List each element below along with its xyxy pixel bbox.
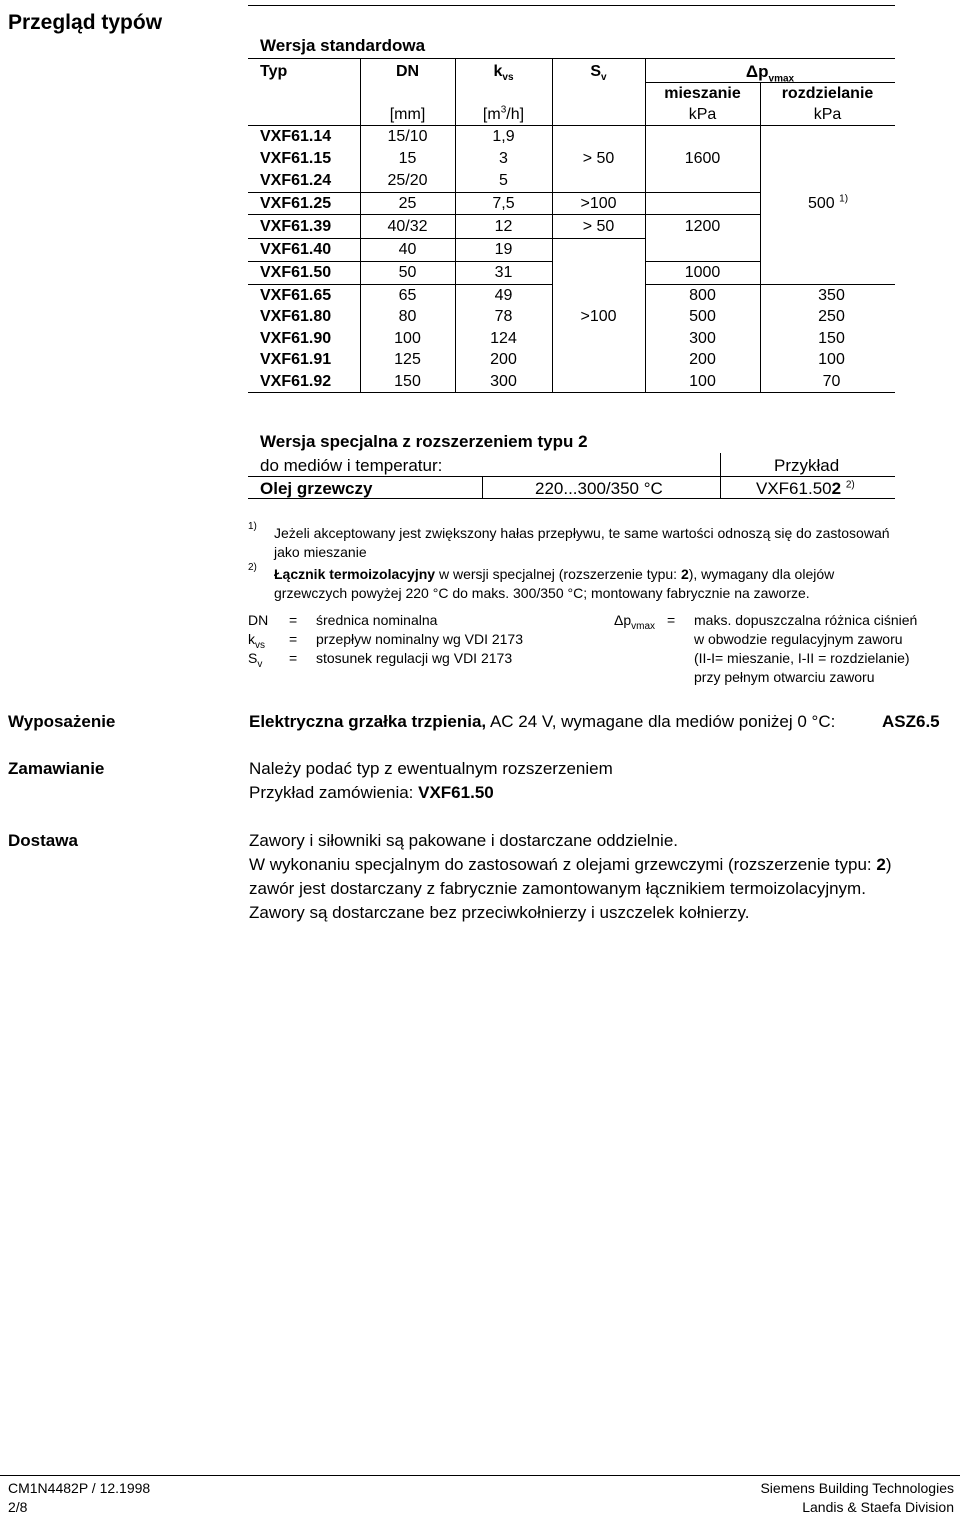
- header-bottom-rule: [248, 125, 895, 126]
- unit-kvs-pre: [m: [482, 106, 501, 123]
- special-version-subtitle: do mediów i temperatur:: [260, 456, 443, 475]
- header-kvs: [455, 61, 552, 83]
- legend-dn-symbol: DN: [248, 612, 269, 628]
- kvs-cell: 19: [494, 241, 513, 258]
- dn-cell: 15: [398, 150, 417, 167]
- delivery-line-1: Zawory i siłowniki są pakowane i dostarczane oddzielnie.: [249, 831, 678, 850]
- mix-group-rule: [645, 214, 760, 215]
- row-rule: [248, 238, 552, 239]
- legend-dp-symbol: [614, 611, 655, 630]
- equipment-bold: Elektryczna grzałka trzpienia,: [249, 712, 487, 731]
- row-rule: [248, 284, 552, 285]
- kvs-cell: 7,5: [492, 195, 515, 212]
- row-rule: [248, 192, 552, 193]
- kvs-cell: 12: [494, 218, 513, 235]
- dist-cell: 100: [818, 351, 845, 368]
- special-temperature: 220...300/350 °C: [535, 479, 663, 498]
- type-cell: VXF61.39: [260, 218, 332, 235]
- legend-equals: =: [667, 612, 676, 628]
- kvs-cell: 300: [490, 373, 517, 390]
- footnote-2-text: w wersji specjalnej (rozszerzenie typu:: [435, 566, 681, 582]
- type-cell: VXF61.40: [260, 241, 332, 258]
- footnote-2-ext: 2: [680, 566, 689, 582]
- delivery-line-2-text: W wykonaniu specjalnym do zastosowań z olejami grzewczymi (rozszerzenie typu:: [249, 855, 877, 874]
- dn-cell: 125: [394, 351, 421, 368]
- unit-dist: kPa: [813, 106, 842, 123]
- legend-kvs-sub: vs: [255, 639, 265, 651]
- unit-dn: [mm]: [389, 106, 426, 123]
- header-dp-sub: vmax: [768, 73, 795, 85]
- dist-cell: 250: [818, 308, 845, 325]
- kvs-cell: 49: [494, 287, 513, 304]
- kvs-cell: 31: [494, 264, 513, 281]
- footnote-1-line-2: jako mieszanie: [274, 544, 367, 560]
- delivery-line-2: [249, 853, 892, 877]
- unit-kvs-post: /h]: [506, 106, 525, 123]
- legend-sv-sub: v: [257, 658, 263, 670]
- mix-cell: 100: [689, 373, 716, 390]
- type-cell: VXF61.15: [260, 150, 332, 167]
- type-cell: VXF61.92: [260, 373, 332, 390]
- footer-company: Siemens Building Technologies: [760, 1480, 954, 1496]
- ordering-label: Zamawianie: [8, 759, 105, 778]
- dist-cell: 350: [818, 287, 845, 304]
- header-distributing: rozdzielanie: [781, 85, 874, 102]
- kvs-cell: 1,9: [492, 128, 515, 145]
- dn-cell: 25/20: [387, 172, 428, 189]
- type-cell: VXF61.25: [260, 195, 332, 212]
- legend-sv-main: S: [248, 650, 258, 666]
- unit-kvs-sup: 3: [500, 104, 507, 116]
- row-rule: [248, 261, 552, 262]
- special-row-label: Olej grzewczy: [260, 479, 373, 498]
- legend-dp-desc-1: maks. dopuszczalna różnica ciśnień: [694, 612, 918, 628]
- kvs-cell: 3: [499, 150, 508, 167]
- legend-dn-desc: średnica nominalna: [316, 612, 438, 628]
- table-header-rule: [248, 58, 895, 59]
- dn-cell: 80: [398, 308, 417, 325]
- footnote-1-mark: 1): [248, 521, 257, 532]
- dn-cell: 40/32: [387, 218, 428, 235]
- mix-group-rule: [645, 192, 760, 193]
- dist-cell: 70: [822, 373, 841, 390]
- mix-cell: 200: [689, 351, 716, 368]
- equipment-text: [249, 710, 835, 734]
- header-kvs-sub: vs: [502, 72, 514, 84]
- table-top-rule: [248, 5, 895, 6]
- kvs-cell: 78: [494, 308, 513, 325]
- header-dn: DN: [395, 63, 420, 80]
- special-example: [756, 477, 855, 501]
- legend-equals: =: [289, 631, 298, 647]
- dn-cell: 40: [398, 241, 417, 258]
- type-cell: VXF61.24: [260, 172, 332, 189]
- mix-cell: 1000: [684, 264, 721, 281]
- equipment-code: ASZ6.5: [882, 712, 940, 731]
- footnote-1-line-1: Jeżeli akceptowany jest zwiększony hałas przepływu, te same wartości odnoszą się do zastosowań: [274, 525, 890, 541]
- ordering-line-1: Należy podać typ z ewentualnym rozszerzeniem: [249, 759, 613, 778]
- header-mixing: mieszanie: [664, 85, 741, 102]
- sv-group-rule: [552, 238, 645, 239]
- dn-cell: 65: [398, 287, 417, 304]
- footnote-2-text-2: ), wymagany dla olejów: [688, 566, 835, 582]
- special-example-footnote-ref: 2): [845, 479, 855, 491]
- legend-sv-symbol: [248, 649, 262, 668]
- type-cell: VXF61.90: [260, 330, 332, 347]
- mix-cell: 800: [689, 287, 716, 304]
- special-version-title: Wersja specjalna z rozszerzeniem typu 2: [260, 432, 588, 451]
- footnote-2-bold: Łącznik termoizolacyjny: [274, 566, 436, 582]
- header-dp-main: Δp: [745, 62, 769, 81]
- delivery-line-4: Zawory są dostarczane bez przeciwkołnierzy i uszczelek kołnierzy.: [249, 903, 750, 922]
- mix-cell: 1200: [684, 218, 721, 235]
- special-example-ext: 2: [831, 479, 842, 498]
- legend-kvs-main: k: [248, 631, 255, 647]
- mix-cell: 500: [689, 308, 716, 325]
- footnote-2-mark: 2): [248, 562, 257, 573]
- dn-cell: 100: [394, 330, 421, 347]
- sv-group-rule: [552, 214, 645, 215]
- type-cell: VXF61.91: [260, 351, 332, 368]
- dist-footnote-ref: 1): [839, 193, 849, 205]
- dn-cell: 50: [398, 264, 417, 281]
- ordering-example-label: Przykład zamówienia:: [249, 783, 419, 802]
- header-sv: [552, 61, 645, 83]
- mix-cell: 300: [689, 330, 716, 347]
- header-sv-sub: v: [601, 72, 607, 84]
- dn-cell: 25: [398, 195, 417, 212]
- ordering-line-2: [249, 781, 494, 805]
- footnote-2-line-2: grzewczych powyżej 220 °C do maks. 300/350 °C; montowany fabrycznie na zaworze.: [274, 585, 810, 601]
- legend-kvs-desc: przepływ nominalny wg VDI 2173: [316, 631, 523, 647]
- dist-cell: 150: [818, 330, 845, 347]
- ordering-example-code: VXF61.50: [418, 783, 494, 802]
- footer-division: Landis & Staefa Division: [802, 1499, 954, 1515]
- legend-dp-desc-2: w obwodzie regulacyjnym zaworu: [694, 631, 903, 647]
- equipment-desc: AC 24 V, wymagane dla mediów poniżej 0 °C:: [486, 712, 836, 731]
- footer-page-number: 2/8: [8, 1499, 28, 1515]
- row-rule: [248, 214, 552, 215]
- mix-cell: 1600: [684, 150, 721, 167]
- header-dp: [645, 61, 895, 83]
- kvs-cell: 200: [490, 351, 517, 368]
- dist-cell: [808, 193, 848, 215]
- dist-value: 500: [808, 195, 835, 212]
- sv-cell: > 50: [582, 218, 615, 235]
- type-cell: VXF61.50: [260, 264, 332, 281]
- unit-mix: kPa: [688, 106, 717, 123]
- sv-cell: >100: [580, 308, 617, 325]
- sv-cell: > 50: [582, 150, 615, 167]
- delivery-line-2-close: ): [885, 855, 892, 874]
- header-kvs-main: k: [493, 63, 503, 80]
- legend-dp-sub: vmax: [631, 620, 656, 632]
- footer-doc-id: CM1N4482P / 12.1998: [8, 1480, 151, 1496]
- legend-dp-desc-3: (II-I= mieszanie, I-II = rozdzielanie): [694, 650, 910, 666]
- special-example-header: Przykład: [774, 456, 840, 475]
- kvs-cell: 5: [499, 172, 508, 189]
- legend-dp-main: Δp: [614, 612, 632, 628]
- standard-version-title: Wersja standardowa: [260, 36, 426, 55]
- sv-cell: >100: [580, 195, 617, 212]
- special-col-sep: [482, 476, 483, 498]
- delivery-label: Dostawa: [8, 831, 78, 850]
- type-cell: VXF61.80: [260, 308, 332, 325]
- unit-kvs: [455, 104, 552, 126]
- delivery-line-2-ext: 2: [876, 855, 886, 874]
- table-bottom-rule: [248, 392, 895, 393]
- dn-cell: 15/10: [387, 128, 428, 145]
- legend-sv-desc: stosunek regulacji wg VDI 2173: [316, 650, 513, 666]
- type-cell: VXF61.65: [260, 287, 332, 304]
- header-typ: Typ: [260, 63, 288, 80]
- legend-equals: =: [289, 612, 298, 628]
- special-example-prefix: VXF61.50: [756, 479, 832, 498]
- delivery-line-3: zawór jest dostarczany z fabrycznie zamontowanym łącznikiem termoizolacyjnym.: [249, 879, 866, 898]
- legend-kvs-symbol: [248, 630, 265, 649]
- legend-dp-desc-4: przy pełnym otwarciu zaworu: [694, 669, 875, 685]
- page-title: Przegląd typów: [8, 11, 163, 34]
- equipment-label: Wyposażenie: [8, 712, 116, 731]
- dn-cell: 150: [394, 373, 421, 390]
- legend-equals: =: [289, 650, 298, 666]
- footer-rule: [0, 1475, 960, 1476]
- footnote-2-line-1: [274, 565, 834, 584]
- kvs-cell: 124: [490, 330, 517, 347]
- type-cell: VXF61.14: [260, 128, 332, 145]
- header-sv-main: S: [590, 63, 602, 80]
